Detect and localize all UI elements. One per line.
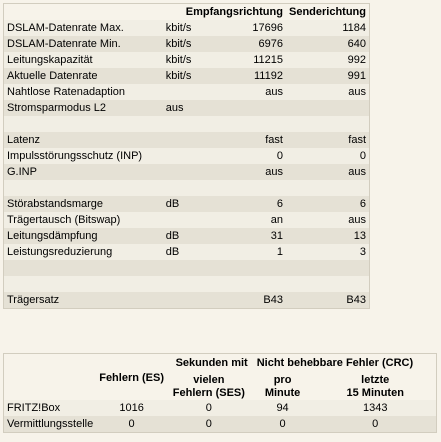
line-table-row bbox=[4, 20, 370, 36]
error-header-bottom bbox=[4, 370, 437, 400]
error-stats-table bbox=[3, 353, 437, 433]
row-tx-value: 3 bbox=[359, 246, 366, 258]
ses-header-line1: vielen bbox=[193, 374, 225, 386]
ses-header-line2: Fehlern (SES) bbox=[172, 387, 245, 399]
row-rx-value: 11215 bbox=[253, 54, 283, 66]
row-tx-value: 6 bbox=[359, 198, 366, 210]
row-tx-value: 992 bbox=[347, 54, 366, 66]
row-unit bbox=[163, 292, 216, 309]
row-unit: dB bbox=[165, 246, 180, 258]
error-row-es: 0 bbox=[128, 418, 135, 430]
row-tx-value bbox=[286, 276, 370, 292]
row-tx-value: 13 bbox=[353, 230, 366, 242]
row-tx-value: fast bbox=[348, 134, 366, 146]
row-rx-value: 17696 bbox=[252, 22, 283, 34]
row-label bbox=[4, 116, 163, 132]
row-unit bbox=[163, 148, 216, 164]
row-unit bbox=[163, 276, 216, 292]
row-rx-value: 6976 bbox=[258, 38, 283, 50]
row-rx-value: B43 bbox=[263, 294, 283, 306]
row-unit bbox=[163, 164, 216, 180]
per-minute-header-line2: Minute bbox=[264, 387, 301, 399]
line-table-row bbox=[4, 68, 370, 84]
ses-header bbox=[167, 370, 251, 400]
row-unit: kbit/s bbox=[165, 70, 192, 82]
row-label: Trägersatz bbox=[7, 294, 60, 306]
line-table-row bbox=[4, 212, 370, 228]
row-unit: kbit/s bbox=[165, 22, 192, 34]
line-table-row bbox=[4, 164, 370, 180]
last-15-header bbox=[314, 370, 436, 400]
error-row-ses: 0 bbox=[205, 402, 212, 414]
tx-header: Senderichtung bbox=[288, 6, 366, 18]
row-rx-value: 1 bbox=[276, 246, 283, 258]
error-row-per-minute: 0 bbox=[279, 418, 286, 430]
dsl-line-table bbox=[3, 3, 370, 309]
row-label: Stromsparmodus L2 bbox=[7, 102, 107, 114]
row-unit bbox=[163, 260, 216, 276]
row-label: DSLAM-Datenrate Min. bbox=[7, 38, 121, 50]
rx-header: Empfangsrichtung bbox=[185, 6, 283, 18]
line-table-row bbox=[4, 260, 370, 276]
row-label bbox=[4, 276, 163, 292]
row-rx-value: 31 bbox=[270, 230, 283, 242]
row-rx-value: 0 bbox=[276, 150, 283, 162]
row-label: Leitungsdämpfung bbox=[7, 230, 98, 242]
es-header: Fehlern (ES) bbox=[99, 372, 165, 384]
row-tx-value: aus bbox=[348, 214, 366, 226]
row-rx-value bbox=[216, 180, 286, 196]
row-rx-value: an bbox=[270, 214, 283, 226]
line-table-row bbox=[4, 148, 370, 164]
last-15-header-line1: letzte bbox=[361, 374, 390, 386]
row-tx-value: aus bbox=[348, 86, 366, 98]
line-table-row bbox=[4, 52, 370, 68]
row-label bbox=[4, 260, 163, 276]
per-minute-header bbox=[251, 370, 315, 400]
error-row-last-15: 1343 bbox=[362, 402, 388, 414]
row-unit: dB bbox=[165, 230, 180, 242]
row-label: G.INP bbox=[7, 166, 37, 178]
line-table-header bbox=[4, 4, 370, 21]
row-tx-value: B43 bbox=[346, 294, 366, 306]
seconds-with-header: Sekunden mit bbox=[175, 357, 248, 369]
error-header-top bbox=[4, 354, 437, 371]
crc-header: Nicht behebbare Fehler (CRC) bbox=[256, 357, 414, 369]
row-unit bbox=[163, 84, 216, 100]
row-unit bbox=[163, 116, 216, 132]
per-minute-header-line1: pro bbox=[273, 374, 292, 386]
row-rx-value: aus bbox=[265, 86, 283, 98]
line-table-row bbox=[4, 36, 370, 52]
row-rx-value bbox=[216, 260, 286, 276]
row-tx-value bbox=[286, 180, 370, 196]
row-label: Latenz bbox=[7, 134, 41, 146]
row-label: Impulsstörungsschutz (INP) bbox=[7, 150, 143, 162]
line-table-row bbox=[4, 228, 370, 244]
error-row-ses: 0 bbox=[205, 418, 212, 430]
line-table-row bbox=[4, 276, 370, 292]
line-table-row bbox=[4, 292, 370, 309]
error-row-es: 1016 bbox=[119, 402, 144, 414]
row-label: DSLAM-Datenrate Max. bbox=[7, 22, 124, 34]
row-rx-value bbox=[216, 116, 286, 132]
line-table-row bbox=[4, 180, 370, 196]
line-table-row bbox=[4, 116, 370, 132]
error-row-label: FRITZ!Box bbox=[7, 402, 61, 414]
row-rx-value: 6 bbox=[276, 198, 283, 210]
row-label: Störabstandsmarge bbox=[7, 198, 103, 210]
row-tx-value: 640 bbox=[347, 38, 366, 50]
line-table-row bbox=[4, 244, 370, 260]
row-unit: aus bbox=[165, 102, 184, 114]
error-row-per-minute: 94 bbox=[276, 402, 289, 414]
line-table-row bbox=[4, 196, 370, 212]
row-label: Leistungsreduzierung bbox=[7, 246, 113, 258]
row-rx-value bbox=[216, 100, 286, 116]
row-tx-value bbox=[286, 260, 370, 276]
row-label: Aktuelle Datenrate bbox=[7, 70, 98, 82]
row-tx-value bbox=[286, 100, 370, 116]
row-unit: dB bbox=[165, 198, 180, 210]
error-table-row bbox=[4, 400, 437, 416]
row-label: Nahtlose Ratenadaption bbox=[7, 86, 126, 98]
row-rx-value: aus bbox=[265, 166, 283, 178]
row-label: Trägertausch (Bitswap) bbox=[7, 214, 121, 226]
error-row-last-15: 0 bbox=[372, 418, 379, 430]
row-label bbox=[4, 180, 163, 196]
line-table-row bbox=[4, 132, 370, 148]
row-rx-value: fast bbox=[265, 134, 283, 146]
row-unit bbox=[163, 212, 216, 228]
error-row-label: Vermittlungsstelle bbox=[7, 418, 94, 430]
error-table-row bbox=[4, 416, 437, 433]
row-rx-value: 11192 bbox=[254, 70, 283, 82]
row-tx-value: 0 bbox=[359, 150, 366, 162]
row-tx-value: aus bbox=[348, 166, 366, 178]
row-unit: kbit/s bbox=[165, 38, 192, 50]
row-tx-value: 1184 bbox=[342, 22, 366, 34]
row-label: Leitungskapazität bbox=[7, 54, 93, 66]
line-table-row bbox=[4, 84, 370, 100]
row-rx-value bbox=[216, 276, 286, 292]
row-tx-value bbox=[286, 116, 370, 132]
row-unit bbox=[163, 180, 216, 196]
row-unit bbox=[163, 132, 216, 148]
row-tx-value: 991 bbox=[347, 70, 366, 82]
last-15-header-line2: 15 Minuten bbox=[346, 387, 404, 399]
line-table-row bbox=[4, 100, 370, 116]
row-unit: kbit/s bbox=[165, 54, 192, 66]
